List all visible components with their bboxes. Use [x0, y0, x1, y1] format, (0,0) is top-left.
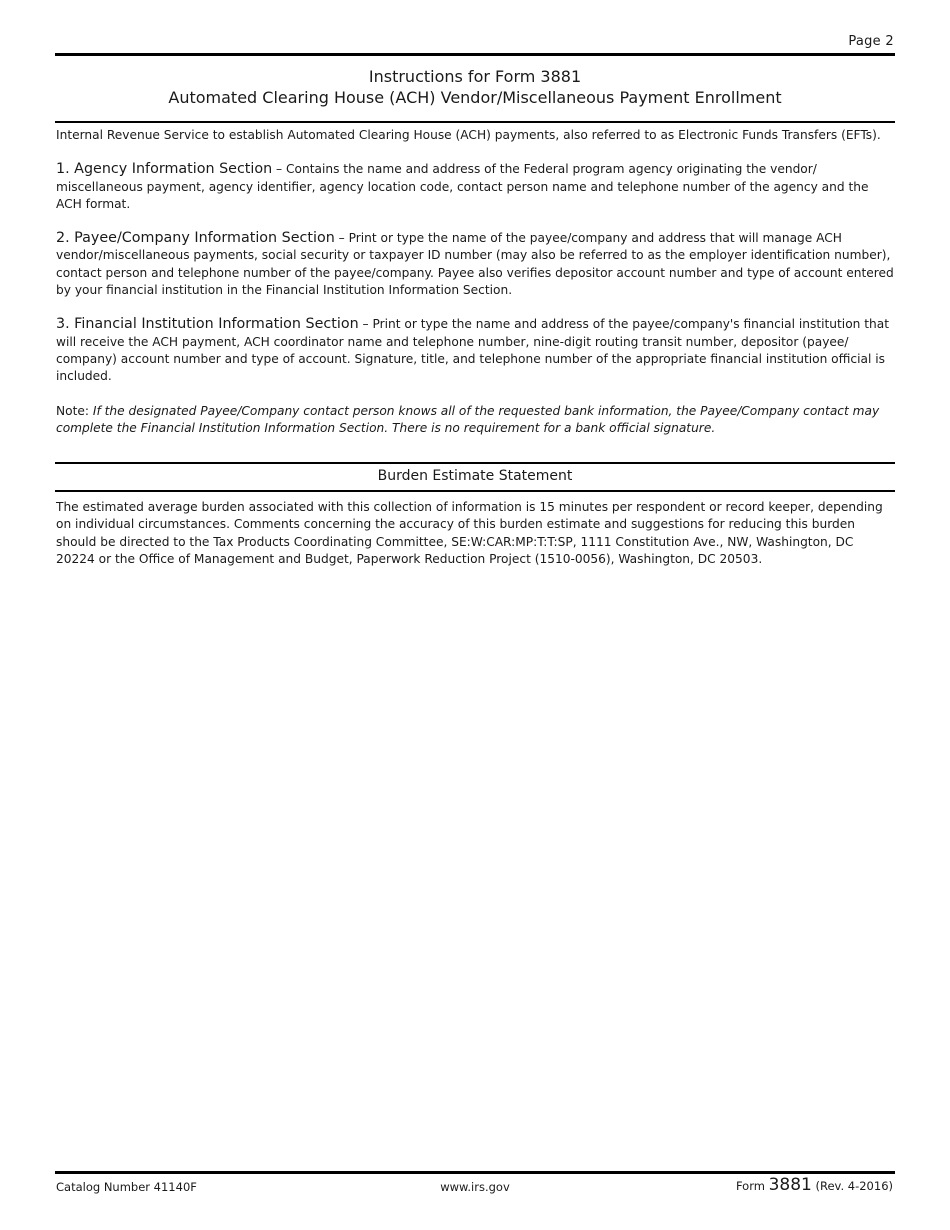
section-text: – Print or type the name of the payee/company and address that will manage ACH vendor/miscellaneous payments, social security or taxpayer ID number (may also be referred to as the employer identification number), contact person and telephone number of the payee/company. Payee also verifies depositor account number and type of account entered by your financial institution in the Financial Institution Information Section. [56, 231, 894, 298]
form-title [55, 66, 895, 108]
title-line-1: Instructions for Form 3881 [368, 67, 582, 86]
section-text: – Print or type the name and address of the payee/company's financial institution that will receive the ACH payment, ACH coordinator name and telephone number, nine-digit routing transit number, depositor (payee/ company) account number and type of account. Signature, title, and telephone number of the appropriate financial institution official is included. [56, 317, 890, 384]
section-heading: 2. Payee/Company Information Section [56, 230, 335, 247]
page-footer [55, 1175, 895, 1199]
section-financial-institution-info [56, 316, 894, 385]
instructions-body [56, 127, 894, 454]
burden-bottom-rule [55, 490, 895, 492]
catalog-number: Catalog Number 41140F [56, 1180, 197, 1194]
page-number: Page 2 [848, 34, 894, 49]
section-heading: 1. Agency Information Section [56, 161, 273, 178]
header-top-rule [55, 53, 895, 56]
form-number: 3881 [768, 1175, 812, 1195]
header-bottom-rule [55, 121, 895, 123]
form-label: Form [735, 1179, 769, 1193]
revision-date: (Rev. 4-2016) [811, 1179, 893, 1193]
section-heading: 3. Financial Institution Information Section [56, 316, 359, 333]
form-revision [736, 1175, 893, 1195]
section-agency-info [56, 161, 894, 213]
burden-estimate-title: Burden Estimate Statement [377, 468, 573, 484]
title-line-2: Automated Clearing House (ACH) Vendor/Miscellaneous Payment Enrollment [168, 88, 782, 107]
burden-estimate-text: The estimated average burden associated with this collection of information is 15 minutes per respondent or record keeper, depending on individual circumstances. Comments concerning the accuracy of this burden estimate and suggestions for reducing this burden should be directed to the Tax Products Coordinating Committee, SE:W:CAR:MP:T:T:SP, 1111 Constitution Ave., NW, Washington, DC 20224 or the Office of Management and Budget, Paperwork Reduction Project (1510-0056), Washington, DC 20503. [56, 500, 883, 566]
note-paragraph [56, 403, 894, 438]
website-link[interactable]: www.irs.gov [440, 1180, 510, 1194]
note-text: If the designated Payee/Company contact person knows all of the requested bank information, the Payee/Company contact may complete the Financial Institution Information Section. There is no requirement for a bank official signature. [56, 403, 880, 435]
note-label: Note: [56, 403, 93, 418]
footer-rule [55, 1171, 895, 1174]
intro-paragraph: Internal Revenue Service to establish Automated Clearing House (ACH) payments, also referred to as Electronic Funds Transfers (EFTs). [56, 128, 881, 142]
burden-top-rule [55, 462, 895, 464]
section-payee-info [56, 230, 894, 299]
section-text: – Contains the name and address of the Federal program agency originating the vendor/ miscellaneous payment, agency identifier, agency location code, contact person name and telephone number of the agency and the ACH format. [56, 162, 869, 211]
